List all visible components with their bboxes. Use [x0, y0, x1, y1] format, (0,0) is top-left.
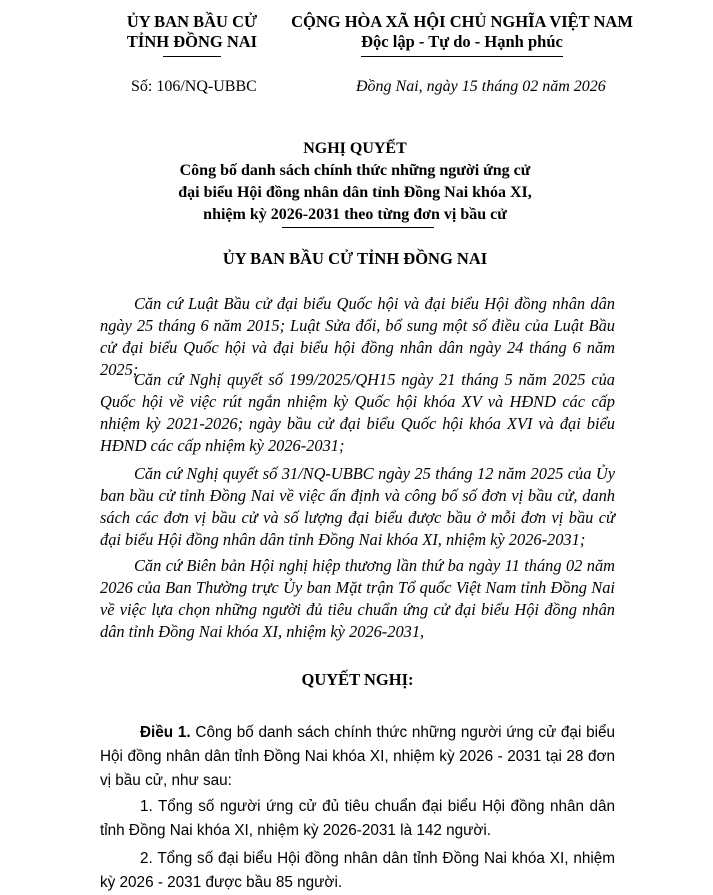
article-1-label: Điều 1. [140, 724, 191, 741]
org-name-line1: ỦY BAN BẦU CỬ [126, 12, 258, 31]
org-name-line2: TỈNH ĐỒNG NAI [126, 32, 258, 51]
article-1-text: Công bố danh sách chính thức những người ứng cử đại biểu Hội đồng nhân dân tỉnh Đồng Nai khóa XI, nhiệm kỳ 2026 - 2031 tại 28 đơn vị bầu cử, như sau: [100, 724, 616, 789]
nation-motto: Độc lập - Tự do - Hạnh phúc [361, 32, 563, 51]
resolves-heading: QUYẾT NGHỊ: [301, 670, 414, 689]
issuer-heading: ỦY BAN BẦU CỬ TỈNH ĐỒNG NAI [222, 249, 488, 268]
nation-title: CỘNG HÒA XÃ HỘI CHỦ NGHĨA VIỆT NAM [291, 12, 633, 31]
preamble-paragraph: Căn cứ Biên bản Hội nghị hiệp thương lần thứ ba ngày 11 tháng 02 năm 2026 của Ban Thường trực Ủy ban Mặt trận Tổ quốc Việt Nam tỉnh Đồng Nai về việc lựa chọn những người đủ tiêu chuẩn ứng cử đại biểu Hội đồng nhân dân tỉnh Đồng Nai khóa XI, nhiệm kỳ 2026-2031, [100, 556, 615, 641]
preamble-paragraph: Căn cứ Nghị quyết số 31/NQ-UBBC ngày 25 tháng 12 năm 2025 của Ủy ban bầu cử tỉnh Đồng Nai về việc ấn định và công bố số đơn vị bầu cử, danh sách các đơn vị bầu cử và số lượng đại biểu được bầu ở mỗi đơn vị bầu cử đại biểu Hội đồng nhân dân tỉnh Đồng Nai khóa XI, nhiệm kỳ 2026-2031; [100, 464, 615, 549]
article-1-item: 1. Tổng số người ứng cử đủ tiêu chuẩn đại biểu Hội đồng nhân dân tỉnh Đồng Nai khóa XI, nhiệm kỳ 2026-2031 là 142 người. [100, 798, 615, 839]
preamble-paragraph: Căn cứ Nghị quyết số 199/2025/QH15 ngày 21 tháng 5 năm 2025 của Quốc hội về việc rút ngắn nhiệm kỳ Quốc hội khóa XV và HĐND các cấp nhiệm kỳ 2021-2026; ngày bầu cử đại biểu Quốc hội khóa XVI và đại biểu HĐND các cấp nhiệm kỳ 2026-2031; [100, 370, 615, 455]
place-date: Đồng Nai, ngày 15 tháng 02 năm 2026 [356, 78, 606, 95]
article-1 [100, 721, 615, 793]
doc-type: NGHỊ QUYẾT [303, 140, 407, 157]
motto-underline [361, 56, 563, 57]
title-line-2: đại biểu Hội đồng nhân dân tỉnh Đồng Nai khóa XI, [178, 184, 532, 201]
doc-number: Số: 106/NQ-UBBC [131, 78, 257, 95]
org-underline [163, 56, 221, 57]
title-underline [282, 227, 434, 228]
preamble-paragraph: Căn cứ Luật Bầu cử đại biểu Quốc hội và đại biểu Hội đồng nhân dân ngày 25 tháng 6 năm 2015; Luật Sửa đổi, bổ sung một số điều của Luật Bầu cử đại biểu Quốc hội và đại biểu hội đồng nhân dân ngày 24 tháng 6 năm 2025; [100, 294, 615, 379]
title-line-1: Công bố danh sách chính thức những người ứng cử [179, 162, 531, 179]
article-1-item: 2. Tổng số đại biểu Hội đồng nhân dân tỉnh Đồng Nai khóa XI, nhiệm kỳ 2026 - 2031 được bầu 85 người. [100, 850, 615, 891]
title-line-3: nhiệm kỳ 2026-2031 theo từng đơn vị bầu cử [203, 206, 507, 223]
